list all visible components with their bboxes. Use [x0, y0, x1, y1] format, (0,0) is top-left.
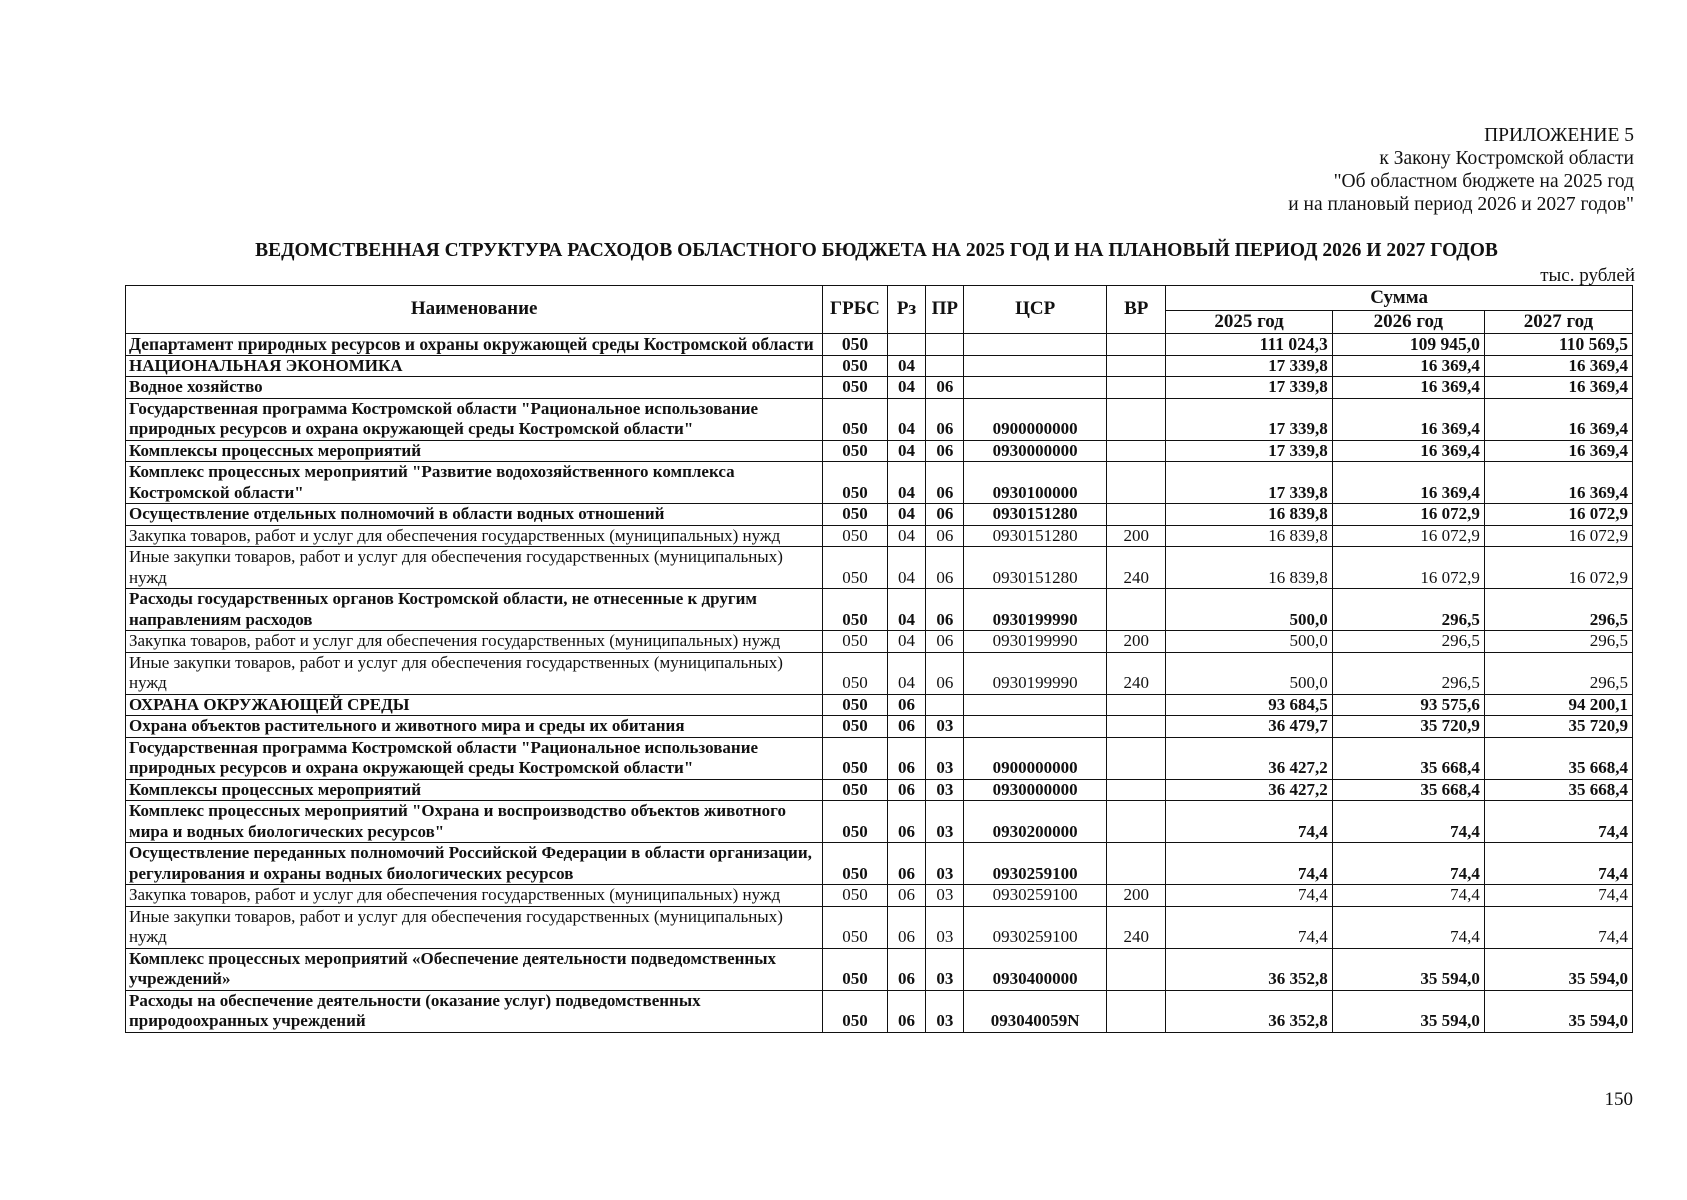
row-amount-2026: 16 072,9	[1332, 547, 1484, 589]
row-pr: 03	[926, 906, 964, 948]
row-amount-2026: 16 072,9	[1332, 504, 1484, 526]
row-pr: 06	[926, 589, 964, 631]
row-name: Охрана объектов растительного и животного мира и среды их обитания	[126, 716, 823, 738]
row-amount-2026: 35 668,4	[1332, 779, 1484, 801]
row-name: Комплекс процессных мероприятий "Развитие водохозяйственного комплекса Костромской области"	[126, 462, 823, 504]
table-row	[126, 779, 1633, 801]
table-row	[126, 990, 1633, 1032]
row-pr: 06	[926, 462, 964, 504]
row-rz: 04	[887, 504, 926, 526]
row-vr: 200	[1107, 885, 1166, 907]
table-row	[126, 694, 1633, 716]
row-amount-2026: 109 945,0	[1332, 334, 1484, 356]
row-amount-2026: 16 369,4	[1332, 377, 1484, 399]
row-grbs: 050	[823, 504, 887, 526]
row-amount-2027: 16 072,9	[1484, 504, 1632, 526]
row-rz: 04	[887, 547, 926, 589]
row-vr	[1107, 737, 1166, 779]
table-row	[126, 440, 1633, 462]
row-amount-2025: 36 427,2	[1166, 779, 1332, 801]
row-grbs: 050	[823, 589, 887, 631]
table-row	[126, 631, 1633, 653]
row-rz: 04	[887, 462, 926, 504]
row-name: Государственная программа Костромской области "Рациональное использование природных ресурсов и охрана окружающей среды Костромской области"	[126, 398, 823, 440]
header-rz: Рз	[887, 286, 926, 334]
row-amount-2025: 36 479,7	[1166, 716, 1332, 738]
units-label: тыс. рублей	[1540, 265, 1635, 286]
row-csr	[964, 716, 1107, 738]
row-pr: 06	[926, 652, 964, 694]
row-grbs: 050	[823, 652, 887, 694]
row-amount-2026: 16 369,4	[1332, 355, 1484, 377]
row-rz: 06	[887, 906, 926, 948]
table-header	[126, 286, 1633, 334]
row-vr	[1107, 716, 1166, 738]
row-amount-2025: 17 339,8	[1166, 377, 1332, 399]
row-vr	[1107, 462, 1166, 504]
row-amount-2027: 16 072,9	[1484, 547, 1632, 589]
row-amount-2027: 16 369,4	[1484, 462, 1632, 504]
row-amount-2026: 35 668,4	[1332, 737, 1484, 779]
row-vr	[1107, 694, 1166, 716]
row-rz: 06	[887, 694, 926, 716]
row-name: Водное хозяйство	[126, 377, 823, 399]
row-csr	[964, 334, 1107, 356]
row-amount-2027: 16 369,4	[1484, 440, 1632, 462]
header-name: Наименование	[126, 286, 823, 334]
row-grbs: 050	[823, 737, 887, 779]
header-2027: 2027 год	[1484, 311, 1632, 334]
row-csr: 0930259100	[964, 885, 1107, 907]
row-vr	[1107, 589, 1166, 631]
header-2025: 2025 год	[1166, 311, 1332, 334]
row-csr: 0930000000	[964, 779, 1107, 801]
row-amount-2027: 35 668,4	[1484, 737, 1632, 779]
row-rz: 06	[887, 716, 926, 738]
row-vr	[1107, 440, 1166, 462]
row-grbs: 050	[823, 377, 887, 399]
table-row	[126, 906, 1633, 948]
row-amount-2025: 17 339,8	[1166, 462, 1332, 504]
row-amount-2027: 110 569,5	[1484, 334, 1632, 356]
row-vr: 240	[1107, 906, 1166, 948]
row-amount-2025: 74,4	[1166, 885, 1332, 907]
row-csr	[964, 694, 1107, 716]
row-amount-2025: 36 427,2	[1166, 737, 1332, 779]
row-name: НАЦИОНАЛЬНАЯ ЭКОНОМИКА	[126, 355, 823, 377]
row-amount-2026: 74,4	[1332, 885, 1484, 907]
row-rz: 06	[887, 948, 926, 990]
row-name: Комплексы процессных мероприятий	[126, 440, 823, 462]
budget-table	[125, 285, 1633, 1033]
table-row	[126, 589, 1633, 631]
page-number: 150	[1604, 1089, 1633, 1110]
appendix-line-1: ПРИЛОЖЕНИЕ 5	[1484, 125, 1634, 146]
row-pr: 06	[926, 440, 964, 462]
row-amount-2027: 74,4	[1484, 885, 1632, 907]
row-csr: 0930259100	[964, 843, 1107, 885]
row-csr: 0930199990	[964, 631, 1107, 653]
table-row	[126, 547, 1633, 589]
appendix-line-4: и на плановый период 2026 и 2027 годов"	[1288, 194, 1634, 215]
row-amount-2027: 16 369,4	[1484, 377, 1632, 399]
row-amount-2026: 74,4	[1332, 801, 1484, 843]
row-rz: 04	[887, 631, 926, 653]
row-pr: 03	[926, 779, 964, 801]
row-name: Комплекс процессных мероприятий "Охрана и воспроизводство объектов животного мира и водных биологических ресурсов"	[126, 801, 823, 843]
row-pr: 06	[926, 504, 964, 526]
table-row	[126, 398, 1633, 440]
row-grbs: 050	[823, 440, 887, 462]
row-amount-2027: 74,4	[1484, 801, 1632, 843]
header-pr: ПР	[926, 286, 964, 334]
row-amount-2026: 296,5	[1332, 589, 1484, 631]
row-rz: 06	[887, 801, 926, 843]
row-rz: 06	[887, 885, 926, 907]
row-amount-2026: 16 369,4	[1332, 398, 1484, 440]
row-rz: 06	[887, 990, 926, 1032]
row-pr: 03	[926, 843, 964, 885]
row-amount-2025: 111 024,3	[1166, 334, 1332, 356]
row-amount-2025: 16 839,8	[1166, 547, 1332, 589]
row-rz: 04	[887, 398, 926, 440]
row-amount-2025: 17 339,8	[1166, 398, 1332, 440]
row-amount-2027: 296,5	[1484, 652, 1632, 694]
row-csr: 0930199990	[964, 589, 1107, 631]
row-amount-2027: 35 594,0	[1484, 990, 1632, 1032]
row-vr	[1107, 779, 1166, 801]
row-rz: 04	[887, 377, 926, 399]
row-vr	[1107, 504, 1166, 526]
row-amount-2026: 74,4	[1332, 843, 1484, 885]
row-name: Иные закупки товаров, работ и услуг для обеспечения государственных (муниципальных) нужд	[126, 652, 823, 694]
row-grbs: 050	[823, 990, 887, 1032]
row-amount-2025: 36 352,8	[1166, 948, 1332, 990]
row-vr	[1107, 801, 1166, 843]
row-vr	[1107, 843, 1166, 885]
row-amount-2027: 16 369,4	[1484, 398, 1632, 440]
table-row	[126, 525, 1633, 547]
row-name: Расходы государственных органов Костромской области, не отнесенные к другим направлениям расходов	[126, 589, 823, 631]
row-name: ОХРАНА ОКРУЖАЮЩЕЙ СРЕДЫ	[126, 694, 823, 716]
row-amount-2027: 35 720,9	[1484, 716, 1632, 738]
header-2026: 2026 год	[1332, 311, 1484, 334]
table-body	[126, 334, 1633, 1033]
row-name: Иные закупки товаров, работ и услуг для обеспечения государственных (муниципальных) нужд	[126, 547, 823, 589]
document-title: ВЕДОМСТВЕННАЯ СТРУКТУРА РАСХОДОВ ОБЛАСТНОГО БЮДЖЕТА НА 2025 ГОД И НА ПЛАНОВЫЙ ПЕРИОД 2026 И 2027 ГОДОВ	[255, 240, 1498, 261]
row-name: Иные закупки товаров, работ и услуг для обеспечения государственных (муниципальных) нужд	[126, 906, 823, 948]
row-vr	[1107, 377, 1166, 399]
row-amount-2027: 16 072,9	[1484, 525, 1632, 547]
row-pr: 06	[926, 377, 964, 399]
row-grbs: 050	[823, 525, 887, 547]
row-vr	[1107, 948, 1166, 990]
appendix-header	[1288, 124, 1634, 216]
row-grbs: 050	[823, 843, 887, 885]
row-csr: 0930199990	[964, 652, 1107, 694]
row-name: Департамент природных ресурсов и охраны окружающей среды Костромской области	[126, 334, 823, 356]
row-name: Закупка товаров, работ и услуг для обеспечения государственных (муниципальных) нужд	[126, 885, 823, 907]
table-row	[126, 355, 1633, 377]
row-pr: 03	[926, 990, 964, 1032]
row-amount-2025: 74,4	[1166, 906, 1332, 948]
row-grbs: 050	[823, 948, 887, 990]
row-pr	[926, 355, 964, 377]
row-amount-2027: 74,4	[1484, 843, 1632, 885]
row-rz: 04	[887, 525, 926, 547]
appendix-line-3: "Об областном бюджете на 2025 год	[1333, 171, 1634, 192]
row-pr: 03	[926, 737, 964, 779]
row-csr: 093040059N	[964, 990, 1107, 1032]
row-grbs: 050	[823, 547, 887, 589]
row-amount-2025: 500,0	[1166, 589, 1332, 631]
row-csr: 0930100000	[964, 462, 1107, 504]
row-vr	[1107, 990, 1166, 1032]
row-vr: 200	[1107, 631, 1166, 653]
header-sum: Сумма	[1166, 286, 1633, 311]
row-amount-2025: 16 839,8	[1166, 504, 1332, 526]
row-amount-2026: 74,4	[1332, 906, 1484, 948]
row-pr	[926, 694, 964, 716]
row-name: Комплексы процессных мероприятий	[126, 779, 823, 801]
table-row	[126, 377, 1633, 399]
row-grbs: 050	[823, 885, 887, 907]
row-vr	[1107, 334, 1166, 356]
row-name: Осуществление отдельных полномочий в области водных отношений	[126, 504, 823, 526]
row-rz: 06	[887, 843, 926, 885]
row-rz: 04	[887, 589, 926, 631]
row-amount-2025: 74,4	[1166, 801, 1332, 843]
row-amount-2026: 16 072,9	[1332, 525, 1484, 547]
row-csr: 0930151280	[964, 525, 1107, 547]
table-row	[126, 652, 1633, 694]
row-csr: 0930259100	[964, 906, 1107, 948]
row-amount-2027: 35 668,4	[1484, 779, 1632, 801]
table-row	[126, 737, 1633, 779]
row-pr: 06	[926, 525, 964, 547]
row-amount-2025: 17 339,8	[1166, 440, 1332, 462]
row-rz: 04	[887, 652, 926, 694]
table-row	[126, 334, 1633, 356]
row-csr: 0930400000	[964, 948, 1107, 990]
row-amount-2025: 16 839,8	[1166, 525, 1332, 547]
row-pr: 03	[926, 801, 964, 843]
row-rz	[887, 334, 926, 356]
row-amount-2026: 16 369,4	[1332, 440, 1484, 462]
row-grbs: 050	[823, 334, 887, 356]
row-pr: 03	[926, 716, 964, 738]
header-csr: ЦСР	[964, 286, 1107, 334]
row-grbs: 050	[823, 779, 887, 801]
row-amount-2025: 500,0	[1166, 631, 1332, 653]
row-grbs: 050	[823, 631, 887, 653]
row-vr	[1107, 355, 1166, 377]
table-row	[126, 801, 1633, 843]
row-grbs: 050	[823, 462, 887, 504]
table-row	[126, 504, 1633, 526]
row-csr: 0930200000	[964, 801, 1107, 843]
row-pr	[926, 334, 964, 356]
row-csr: 0900000000	[964, 398, 1107, 440]
row-csr: 0930151280	[964, 547, 1107, 589]
row-csr	[964, 355, 1107, 377]
row-amount-2025: 500,0	[1166, 652, 1332, 694]
row-rz: 04	[887, 440, 926, 462]
row-grbs: 050	[823, 398, 887, 440]
row-amount-2025: 36 352,8	[1166, 990, 1332, 1032]
row-name: Осуществление переданных полномочий Российской Федерации в области организации, регулирования и охраны водных биологических ресурсов	[126, 843, 823, 885]
row-amount-2025: 74,4	[1166, 843, 1332, 885]
row-amount-2027: 296,5	[1484, 589, 1632, 631]
row-grbs: 050	[823, 716, 887, 738]
row-vr: 200	[1107, 525, 1166, 547]
row-rz: 06	[887, 779, 926, 801]
row-pr: 03	[926, 948, 964, 990]
row-name: Закупка товаров, работ и услуг для обеспечения государственных (муниципальных) нужд	[126, 525, 823, 547]
table-row	[126, 462, 1633, 504]
row-amount-2026: 35 594,0	[1332, 948, 1484, 990]
row-grbs: 050	[823, 801, 887, 843]
row-csr: 0930151280	[964, 504, 1107, 526]
row-amount-2025: 93 684,5	[1166, 694, 1332, 716]
row-amount-2026: 93 575,6	[1332, 694, 1484, 716]
table-row	[126, 885, 1633, 907]
row-vr: 240	[1107, 547, 1166, 589]
appendix-line-2: к Закону Костромской области	[1379, 148, 1634, 169]
row-name: Комплекс процессных мероприятий «Обеспечение деятельности подведомственных учреждений»	[126, 948, 823, 990]
row-amount-2025: 17 339,8	[1166, 355, 1332, 377]
row-amount-2027: 16 369,4	[1484, 355, 1632, 377]
row-vr: 240	[1107, 652, 1166, 694]
row-pr: 06	[926, 398, 964, 440]
row-grbs: 050	[823, 694, 887, 716]
header-vr: ВР	[1107, 286, 1166, 334]
row-rz: 06	[887, 737, 926, 779]
row-vr	[1107, 398, 1166, 440]
row-amount-2026: 35 720,9	[1332, 716, 1484, 738]
row-name: Расходы на обеспечение деятельности (оказание услуг) подведомственных природоохранных учреждений	[126, 990, 823, 1032]
row-amount-2026: 16 369,4	[1332, 462, 1484, 504]
row-csr: 0930000000	[964, 440, 1107, 462]
table-row	[126, 843, 1633, 885]
row-pr: 03	[926, 885, 964, 907]
row-amount-2027: 35 594,0	[1484, 948, 1632, 990]
row-amount-2027: 74,4	[1484, 906, 1632, 948]
row-amount-2026: 296,5	[1332, 631, 1484, 653]
row-name: Государственная программа Костромской области "Рациональное использование природных ресурсов и охрана окружающей среды Костромской области"	[126, 737, 823, 779]
row-amount-2026: 296,5	[1332, 652, 1484, 694]
table-row	[126, 948, 1633, 990]
row-csr	[964, 377, 1107, 399]
header-grbs: ГРБС	[823, 286, 887, 334]
row-amount-2026: 35 594,0	[1332, 990, 1484, 1032]
row-pr: 06	[926, 547, 964, 589]
row-grbs: 050	[823, 906, 887, 948]
row-name: Закупка товаров, работ и услуг для обеспечения государственных (муниципальных) нужд	[126, 631, 823, 653]
row-amount-2027: 296,5	[1484, 631, 1632, 653]
row-grbs: 050	[823, 355, 887, 377]
row-rz: 04	[887, 355, 926, 377]
table-row	[126, 716, 1633, 738]
row-csr: 0900000000	[964, 737, 1107, 779]
row-pr: 06	[926, 631, 964, 653]
row-amount-2027: 94 200,1	[1484, 694, 1632, 716]
